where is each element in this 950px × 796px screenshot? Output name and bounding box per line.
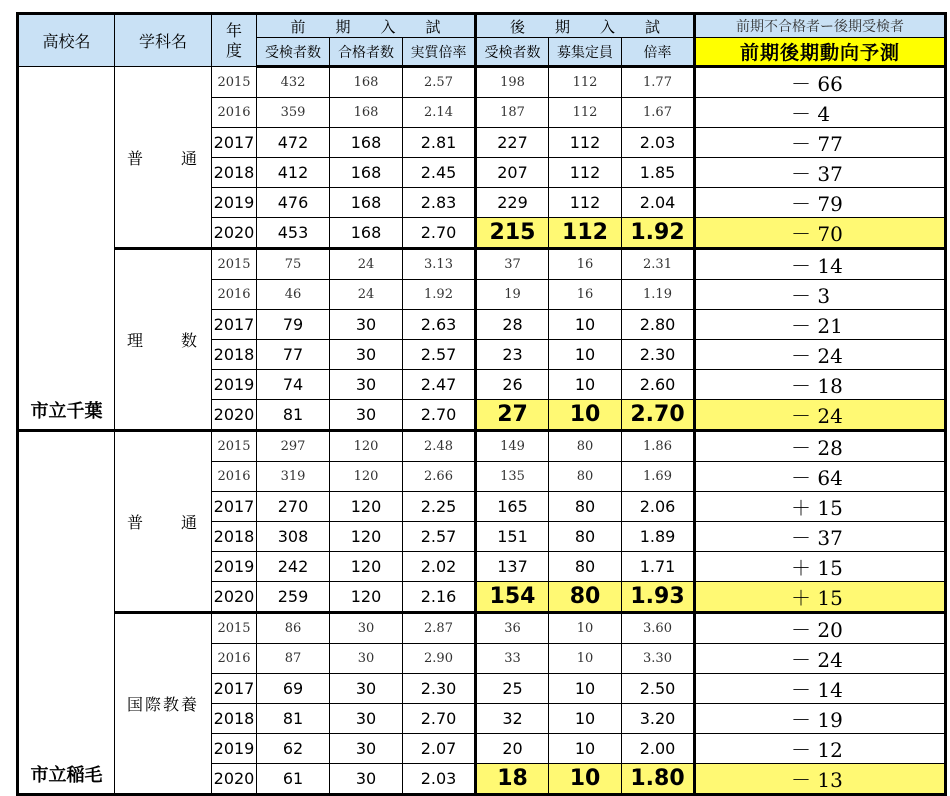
kouki-ratio: 1.71 <box>622 552 695 582</box>
kouki-applicants: 18 <box>476 764 549 795</box>
prediction-value: － 14 <box>695 249 946 280</box>
prediction-value: ＋ 15 <box>695 552 946 582</box>
header-k-quota: 募集定員 <box>549 38 622 67</box>
zenki-ratio: 2.30 <box>403 674 476 704</box>
year-cell: 2019 <box>212 370 257 400</box>
header-k-ratio: 倍率 <box>622 38 695 67</box>
department-name: 理 数 <box>115 249 212 431</box>
kouki-ratio: 2.31 <box>622 249 695 280</box>
zenki-passed: 120 <box>330 552 403 582</box>
kouki-quota: 10 <box>549 644 622 674</box>
prediction-value: － 13 <box>695 764 946 795</box>
zenki-passed: 30 <box>330 370 403 400</box>
header-year-line1: 年 <box>225 20 242 40</box>
zenki-passed: 120 <box>330 582 403 613</box>
zenki-passed: 120 <box>330 492 403 522</box>
admission-table <box>16 12 947 796</box>
year-cell: 2018 <box>212 340 257 370</box>
zenki-applicants: 77 <box>257 340 330 370</box>
zenki-ratio: 2.45 <box>403 158 476 188</box>
kouki-ratio: 2.04 <box>622 188 695 218</box>
kouki-ratio: 1.85 <box>622 158 695 188</box>
kouki-quota: 80 <box>549 522 622 552</box>
year-cell: 2020 <box>212 218 257 249</box>
table-row <box>18 249 946 280</box>
zenki-applicants: 75 <box>257 249 330 280</box>
zenki-applicants: 297 <box>257 431 330 462</box>
kouki-applicants: 19 <box>476 280 549 310</box>
kouki-quota: 10 <box>549 370 622 400</box>
school-name: 市立稲毛 <box>18 431 115 795</box>
kouki-applicants: 151 <box>476 522 549 552</box>
kouki-quota: 10 <box>549 674 622 704</box>
zenki-applicants: 359 <box>257 98 330 128</box>
zenki-ratio: 2.03 <box>403 764 476 795</box>
kouki-quota: 80 <box>549 462 622 492</box>
department-name: 普 通 <box>115 67 212 249</box>
year-cell: 2018 <box>212 522 257 552</box>
zenki-passed: 120 <box>330 522 403 552</box>
prediction-value: ＋ 15 <box>695 582 946 613</box>
zenki-applicants: 270 <box>257 492 330 522</box>
kouki-quota: 16 <box>549 249 622 280</box>
header-year <box>212 14 257 67</box>
kouki-ratio: 1.77 <box>622 67 695 98</box>
kouki-applicants: 135 <box>476 462 549 492</box>
kouki-quota: 112 <box>549 218 622 249</box>
zenki-passed: 168 <box>330 188 403 218</box>
table-row <box>18 431 946 462</box>
year-cell: 2019 <box>212 734 257 764</box>
kouki-applicants: 227 <box>476 128 549 158</box>
zenki-applicants: 319 <box>257 462 330 492</box>
zenki-applicants: 412 <box>257 158 330 188</box>
kouki-applicants: 154 <box>476 582 549 613</box>
zenki-ratio: 2.66 <box>403 462 476 492</box>
kouki-ratio: 2.03 <box>622 128 695 158</box>
kouki-quota: 80 <box>549 431 622 462</box>
zenki-passed: 30 <box>330 644 403 674</box>
zenki-passed: 30 <box>330 704 403 734</box>
zenki-applicants: 453 <box>257 218 330 249</box>
kouki-ratio: 1.86 <box>622 431 695 462</box>
kouki-quota: 10 <box>549 400 622 431</box>
kouki-ratio: 2.60 <box>622 370 695 400</box>
zenki-passed: 168 <box>330 218 403 249</box>
kouki-quota: 112 <box>549 67 622 98</box>
zenki-applicants: 86 <box>257 613 330 644</box>
kouki-ratio: 1.19 <box>622 280 695 310</box>
kouki-applicants: 36 <box>476 613 549 644</box>
year-cell: 2020 <box>212 400 257 431</box>
kouki-quota: 10 <box>549 340 622 370</box>
header-z-passed: 合格者数 <box>330 38 403 67</box>
prediction-value: － 79 <box>695 188 946 218</box>
prediction-value: － 24 <box>695 400 946 431</box>
zenki-ratio: 2.47 <box>403 370 476 400</box>
zenki-applicants: 69 <box>257 674 330 704</box>
zenki-ratio: 2.70 <box>403 400 476 431</box>
zenki-ratio: 3.13 <box>403 249 476 280</box>
header-prediction: 前期後期動向予測 <box>695 38 946 67</box>
kouki-applicants: 165 <box>476 492 549 522</box>
prediction-value: － 18 <box>695 370 946 400</box>
zenki-ratio: 2.48 <box>403 431 476 462</box>
year-cell: 2017 <box>212 310 257 340</box>
zenki-ratio: 2.25 <box>403 492 476 522</box>
zenki-passed: 30 <box>330 340 403 370</box>
zenki-ratio: 1.92 <box>403 280 476 310</box>
kouki-applicants: 20 <box>476 734 549 764</box>
kouki-quota: 80 <box>549 582 622 613</box>
header-note: 前期不合格者ー後期受検者 <box>695 14 946 38</box>
prediction-value: － 19 <box>695 704 946 734</box>
header-z-ratio: 実質倍率 <box>403 38 476 67</box>
zenki-ratio: 2.90 <box>403 644 476 674</box>
kouki-quota: 10 <box>549 734 622 764</box>
prediction-value: － 24 <box>695 340 946 370</box>
year-cell: 2019 <box>212 188 257 218</box>
kouki-applicants: 28 <box>476 310 549 340</box>
prediction-value: ＋ 15 <box>695 492 946 522</box>
school-name: 市立千葉 <box>18 67 115 431</box>
zenki-applicants: 61 <box>257 764 330 795</box>
year-cell: 2016 <box>212 98 257 128</box>
zenki-passed: 30 <box>330 400 403 431</box>
header-zenki: 前 期 入 試 <box>257 14 476 38</box>
kouki-ratio: 2.50 <box>622 674 695 704</box>
kouki-applicants: 32 <box>476 704 549 734</box>
zenki-applicants: 242 <box>257 552 330 582</box>
kouki-ratio: 2.00 <box>622 734 695 764</box>
table-body <box>18 67 946 795</box>
kouki-quota: 10 <box>549 704 622 734</box>
zenki-ratio: 2.83 <box>403 188 476 218</box>
zenki-ratio: 2.57 <box>403 67 476 98</box>
zenki-passed: 168 <box>330 128 403 158</box>
kouki-applicants: 23 <box>476 340 549 370</box>
kouki-ratio: 3.30 <box>622 644 695 674</box>
year-cell: 2015 <box>212 249 257 280</box>
kouki-applicants: 33 <box>476 644 549 674</box>
kouki-ratio: 2.80 <box>622 310 695 340</box>
zenki-passed: 30 <box>330 674 403 704</box>
prediction-value: － 20 <box>695 613 946 644</box>
zenki-ratio: 2.87 <box>403 613 476 644</box>
kouki-quota: 112 <box>549 128 622 158</box>
header-dept: 学科名 <box>115 14 212 67</box>
zenki-applicants: 81 <box>257 400 330 431</box>
prediction-value: － 70 <box>695 218 946 249</box>
year-cell: 2018 <box>212 704 257 734</box>
kouki-applicants: 198 <box>476 67 549 98</box>
zenki-passed: 120 <box>330 431 403 462</box>
prediction-value: － 21 <box>695 310 946 340</box>
zenki-ratio: 2.57 <box>403 522 476 552</box>
year-cell: 2016 <box>212 644 257 674</box>
kouki-applicants: 37 <box>476 249 549 280</box>
kouki-ratio: 1.67 <box>622 98 695 128</box>
zenki-passed: 30 <box>330 613 403 644</box>
prediction-value: － 14 <box>695 674 946 704</box>
prediction-value: － 3 <box>695 280 946 310</box>
zenki-applicants: 308 <box>257 522 330 552</box>
year-cell: 2020 <box>212 764 257 795</box>
table-row <box>18 613 946 644</box>
year-cell: 2017 <box>212 492 257 522</box>
kouki-applicants: 137 <box>476 552 549 582</box>
kouki-quota: 112 <box>549 158 622 188</box>
prediction-value: － 28 <box>695 431 946 462</box>
kouki-ratio: 3.60 <box>622 613 695 644</box>
kouki-applicants: 207 <box>476 158 549 188</box>
zenki-ratio: 2.57 <box>403 340 476 370</box>
year-cell: 2015 <box>212 67 257 98</box>
zenki-ratio: 2.63 <box>403 310 476 340</box>
zenki-passed: 168 <box>330 158 403 188</box>
zenki-ratio: 2.07 <box>403 734 476 764</box>
kouki-applicants: 25 <box>476 674 549 704</box>
kouki-applicants: 229 <box>476 188 549 218</box>
year-cell: 2016 <box>212 462 257 492</box>
zenki-passed: 120 <box>330 462 403 492</box>
year-cell: 2015 <box>212 613 257 644</box>
zenki-ratio: 2.14 <box>403 98 476 128</box>
kouki-ratio: 3.20 <box>622 704 695 734</box>
kouki-quota: 80 <box>549 492 622 522</box>
year-cell: 2017 <box>212 128 257 158</box>
kouki-quota: 10 <box>549 764 622 795</box>
kouki-ratio: 1.93 <box>622 582 695 613</box>
header-k-applicants: 受検者数 <box>476 38 549 67</box>
table-row <box>18 67 946 98</box>
kouki-quota: 112 <box>549 188 622 218</box>
kouki-quota: 80 <box>549 552 622 582</box>
prediction-value: － 12 <box>695 734 946 764</box>
zenki-applicants: 79 <box>257 310 330 340</box>
zenki-applicants: 87 <box>257 644 330 674</box>
year-cell: 2015 <box>212 431 257 462</box>
kouki-applicants: 215 <box>476 218 549 249</box>
zenki-applicants: 259 <box>257 582 330 613</box>
kouki-ratio: 2.30 <box>622 340 695 370</box>
department-name: 国際教養 <box>115 613 212 795</box>
prediction-value: － 24 <box>695 644 946 674</box>
zenki-ratio: 2.70 <box>403 704 476 734</box>
kouki-ratio: 1.69 <box>622 462 695 492</box>
department-name: 普 通 <box>115 431 212 613</box>
kouki-applicants: 26 <box>476 370 549 400</box>
zenki-ratio: 2.81 <box>403 128 476 158</box>
zenki-ratio: 2.70 <box>403 218 476 249</box>
zenki-applicants: 74 <box>257 370 330 400</box>
zenki-passed: 30 <box>330 764 403 795</box>
zenki-passed: 24 <box>330 280 403 310</box>
prediction-value: － 64 <box>695 462 946 492</box>
header-year-line2: 度 <box>225 40 242 60</box>
kouki-applicants: 149 <box>476 431 549 462</box>
kouki-quota: 10 <box>549 310 622 340</box>
zenki-ratio: 2.02 <box>403 552 476 582</box>
kouki-quota: 10 <box>549 613 622 644</box>
zenki-applicants: 46 <box>257 280 330 310</box>
year-cell: 2020 <box>212 582 257 613</box>
zenki-applicants: 62 <box>257 734 330 764</box>
zenki-applicants: 472 <box>257 128 330 158</box>
kouki-applicants: 27 <box>476 400 549 431</box>
zenki-applicants: 81 <box>257 704 330 734</box>
year-cell: 2019 <box>212 552 257 582</box>
kouki-applicants: 187 <box>476 98 549 128</box>
prediction-value: － 66 <box>695 67 946 98</box>
zenki-passed: 30 <box>330 310 403 340</box>
prediction-value: － 37 <box>695 158 946 188</box>
zenki-applicants: 476 <box>257 188 330 218</box>
year-cell: 2018 <box>212 158 257 188</box>
kouki-ratio: 1.92 <box>622 218 695 249</box>
kouki-ratio: 1.89 <box>622 522 695 552</box>
zenki-passed: 168 <box>330 67 403 98</box>
zenki-passed: 24 <box>330 249 403 280</box>
header-z-applicants: 受検者数 <box>257 38 330 67</box>
prediction-value: － 37 <box>695 522 946 552</box>
kouki-quota: 16 <box>549 280 622 310</box>
prediction-value: － 77 <box>695 128 946 158</box>
year-cell: 2017 <box>212 674 257 704</box>
zenki-applicants: 432 <box>257 67 330 98</box>
kouki-ratio: 2.70 <box>622 400 695 431</box>
header-school: 高校名 <box>18 14 115 67</box>
header-kouki: 後 期 入 試 <box>476 14 695 38</box>
zenki-passed: 30 <box>330 734 403 764</box>
zenki-ratio: 2.16 <box>403 582 476 613</box>
zenki-passed: 168 <box>330 98 403 128</box>
kouki-ratio: 2.06 <box>622 492 695 522</box>
kouki-quota: 112 <box>549 98 622 128</box>
kouki-ratio: 1.80 <box>622 764 695 795</box>
prediction-value: － 4 <box>695 98 946 128</box>
year-cell: 2016 <box>212 280 257 310</box>
